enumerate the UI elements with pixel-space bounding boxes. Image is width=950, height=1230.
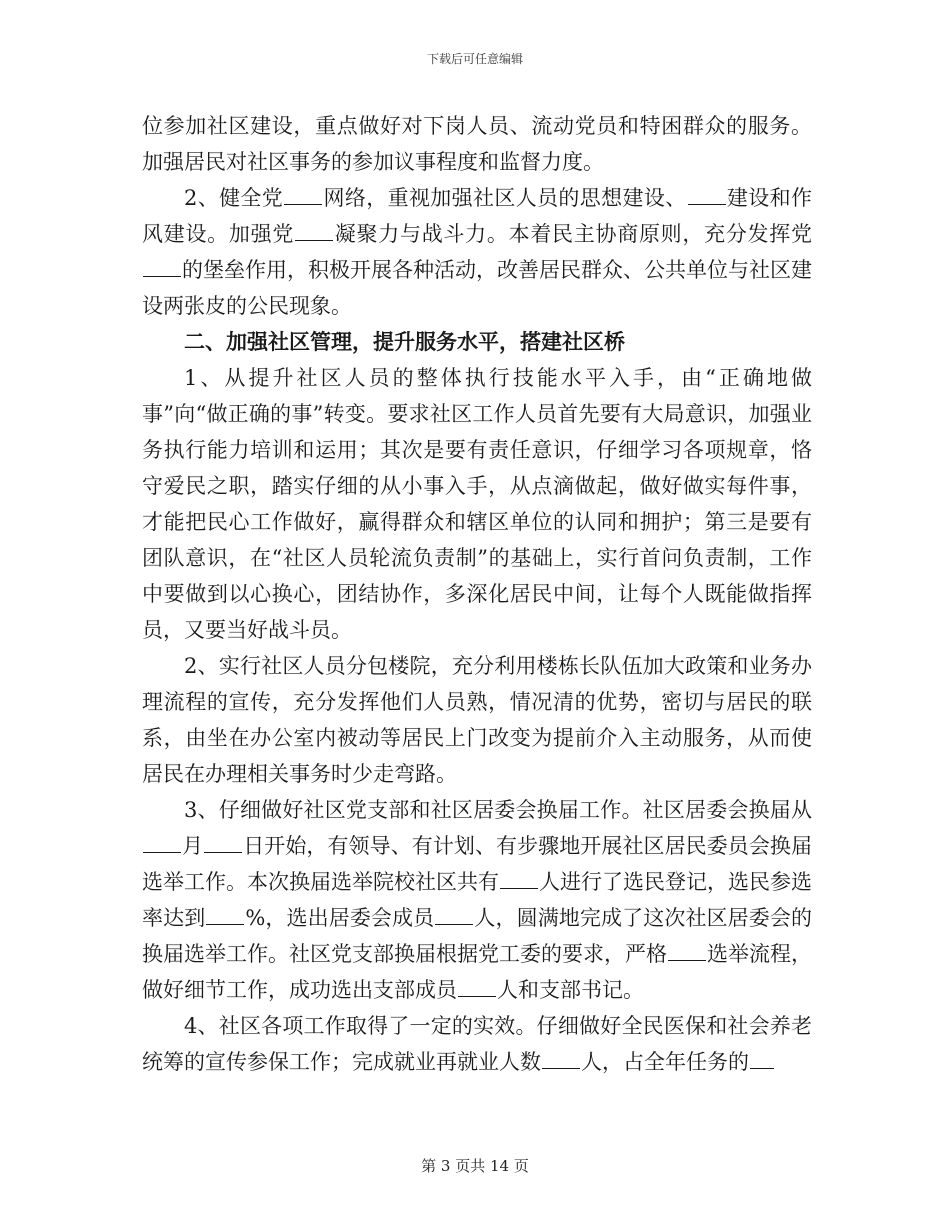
- fill-in-blank: [435, 903, 473, 925]
- page-number: 第 3 页共 14 页: [421, 1157, 529, 1175]
- fill-in-blank: [500, 867, 538, 889]
- fill-in-blank: [295, 219, 333, 241]
- paragraph-achievements: 4、社区各项工作取得了一定的实效。仔细做好全民医保和社会养老统筹的宣传参保工作；完成就业再就业人数 人，占全年任务的: [142, 1014, 812, 1074]
- fill-in-blank: [206, 903, 244, 925]
- paragraph-skills: 1、从提升社区人员的整体执行技能水平入手，由“正确地做事”向“做正确的事”转变。要求社区工作人员首先要有大局意识，加强业务执行能力培训和运用；其次是要有责任意识，仔细学习各项规章，恪守爱民之职，踏实仔细的从小事入手，从点滴做起，做好做实每件事，才能把民心工作做好，赢得群众和辖区单位的认同和拥护；第三是要有团队意识，在“社区人员轮流负责制”的基础上，实行首问负责制，工作中要做到以心换心，团结协作，多深化居民中间，让每个人既能做指挥员，又要当好战斗员。: [142, 366, 812, 642]
- fill-in-blank: [204, 831, 242, 853]
- fill-in-blank: [668, 939, 706, 961]
- section-heading: 二、加强社区管理，提升服务水平，搭建社区桥: [184, 329, 625, 354]
- page-header: 下载后可任意编辑: [426, 52, 523, 66]
- paragraph-building-contract: 2、实行社区人员分包楼院，充分利用楼栋长队伍加大政策和业务办理流程的宣传，充分发挥他们人员熟，情况清的优势，密切与居民的联系，由坐在办公室内被动等居民上门改变为提前介入主动服务，从而使居民在办理相关事务时少走弯路。: [142, 654, 812, 786]
- fill-in-blank: [542, 1047, 580, 1069]
- fill-in-blank: [143, 255, 181, 277]
- fill-in-blank: [458, 975, 496, 997]
- paragraph-election: 3、仔细做好社区党支部和社区居委会换届工作。社区居委会换届从月 日开始，有领导、有计划、有步骤地开展社区居民委员会换届选举工作。本次换届选举院校社区共有 人进行了选民登记，选民参选率达到 %，选出居委会成员 人，圆满地完成了这次社区居委会的换届选举工作。社区党支部换届根据党工委的要求，严格 选举流程，做好细节工作，成功选出支部成员 人和支部书记。: [142, 798, 813, 1002]
- fill-in-blank: [284, 183, 322, 205]
- document-body: [142, 108, 812, 1080]
- paragraph-party-network: 2、健全党 网络，重视加强社区人员的思想建设、 建设和作风建设。加强党 凝聚力与战斗力。本着民主协商原则，充分发挥党的堡垒作用，积极开展各种活动，改善居民群众、公共单位与社区建设两张皮的公民现象。: [142, 180, 812, 324]
- fill-in-blank: [143, 831, 181, 853]
- fill-in-blank: [688, 183, 726, 205]
- paragraph-continuation: 位参加社区建设，重点做好对下岗人员、流动党员和特困群众的服务。加强居民对社区事务的参加议事程度和监督力度。: [142, 114, 812, 174]
- fill-in-blank: [750, 1047, 774, 1069]
